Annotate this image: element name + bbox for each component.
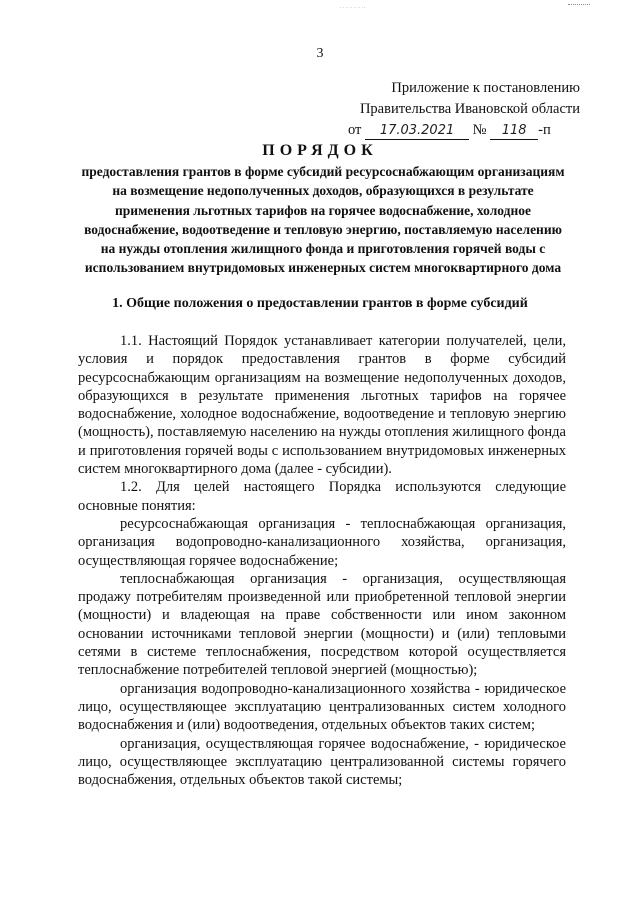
from-label: от	[348, 122, 362, 138]
definition-water-sewer-org: организация водопроводно-канализационного хозяйства - юридическое лицо, осуществляющее эксплуатацию централизованных систем холодного водоснабжения и (или) водоотведения, отдельных объектов таких систем;	[78, 680, 566, 734]
page-number: 3	[316, 46, 324, 61]
appendix-line-1: Приложение к постановлению	[391, 80, 580, 96]
paragraph-1-2: 1.2. Для целей настоящего Порядка используются следующие основные понятия:	[78, 479, 566, 514]
appendix-block	[330, 78, 580, 141]
decree-date-number-line	[330, 120, 580, 141]
definition-hot-water-org: организация, осуществляющая горячее водоснабжение, - юридическое лицо, осуществляющее эксплуатацию централизованной системы горячего водоснабжения, отдельных объектов такой системы;	[78, 735, 566, 789]
paragraph-1-1: 1.1. Настоящий Порядок устанавливает категории получателей, цели, условия и порядок предоставления грантов в форме субсидий ресурсоснабжающим организациям на возмещение недополученных доходов, образующихся в результате применения льготных тарифов на горячее водоснабжение, холодное водоснабжение, водоотведение и тепловую энергию (мощность), поставляемую населению на нужды отопления жилищного фонда и приготовления горячей воды с использованием внутридомовых инженерных систем многоквартирного дома (далее - субсидии).	[78, 333, 566, 478]
scan-artifact-line	[568, 4, 590, 8]
appendix-line-2: Правительства Ивановской области	[359, 101, 580, 117]
definition-heat-supply-org: теплоснабжающая организация - организация, осуществляющая продажу потребителям произведенной или приобретенной тепловой энергии (мощности) и владеющая на праве собственности или ином законном основании источниками тепловой энергии (мощности) и (или) тепловыми сетями в системе теплоснабжения, посредством которой осуществляется теплоснабжение потребителей тепловой энергией (мощностью);	[78, 570, 566, 679]
number-suffix: -п	[538, 122, 551, 138]
document-subtitle: предоставления грантов в форме субсидий ресурсоснабжающим организациям на возмещение недополученных доходов, образующихся в результате применения льготных тарифов на горячее водоснабжение, холодное водоснабжение, водоотведение и тепловую энергию, поставляемую населению на нужды отопления жилищного фонда и приготовления горячей воды с использованием внутридомовых инженерных систем многоквартирного дома	[81, 164, 565, 276]
handwritten-date: 17.03.2021	[365, 123, 469, 140]
document-title: ПОРЯДОК	[262, 142, 378, 159]
definition-resource-supply-org: ресурсоснабжающая организация - теплоснабжающая организация, организация водопроводно-канализационного хозяйства, организация, осуществляющая горячее водоснабжение;	[78, 515, 566, 569]
number-sign: №	[472, 122, 487, 138]
body-text	[78, 332, 566, 789]
handwritten-number: 118	[490, 123, 538, 140]
scan-artifact-mark: ··········	[340, 6, 367, 11]
section-heading: 1. Общие положения о предоставлении грантов в форме субсидий	[112, 296, 528, 311]
